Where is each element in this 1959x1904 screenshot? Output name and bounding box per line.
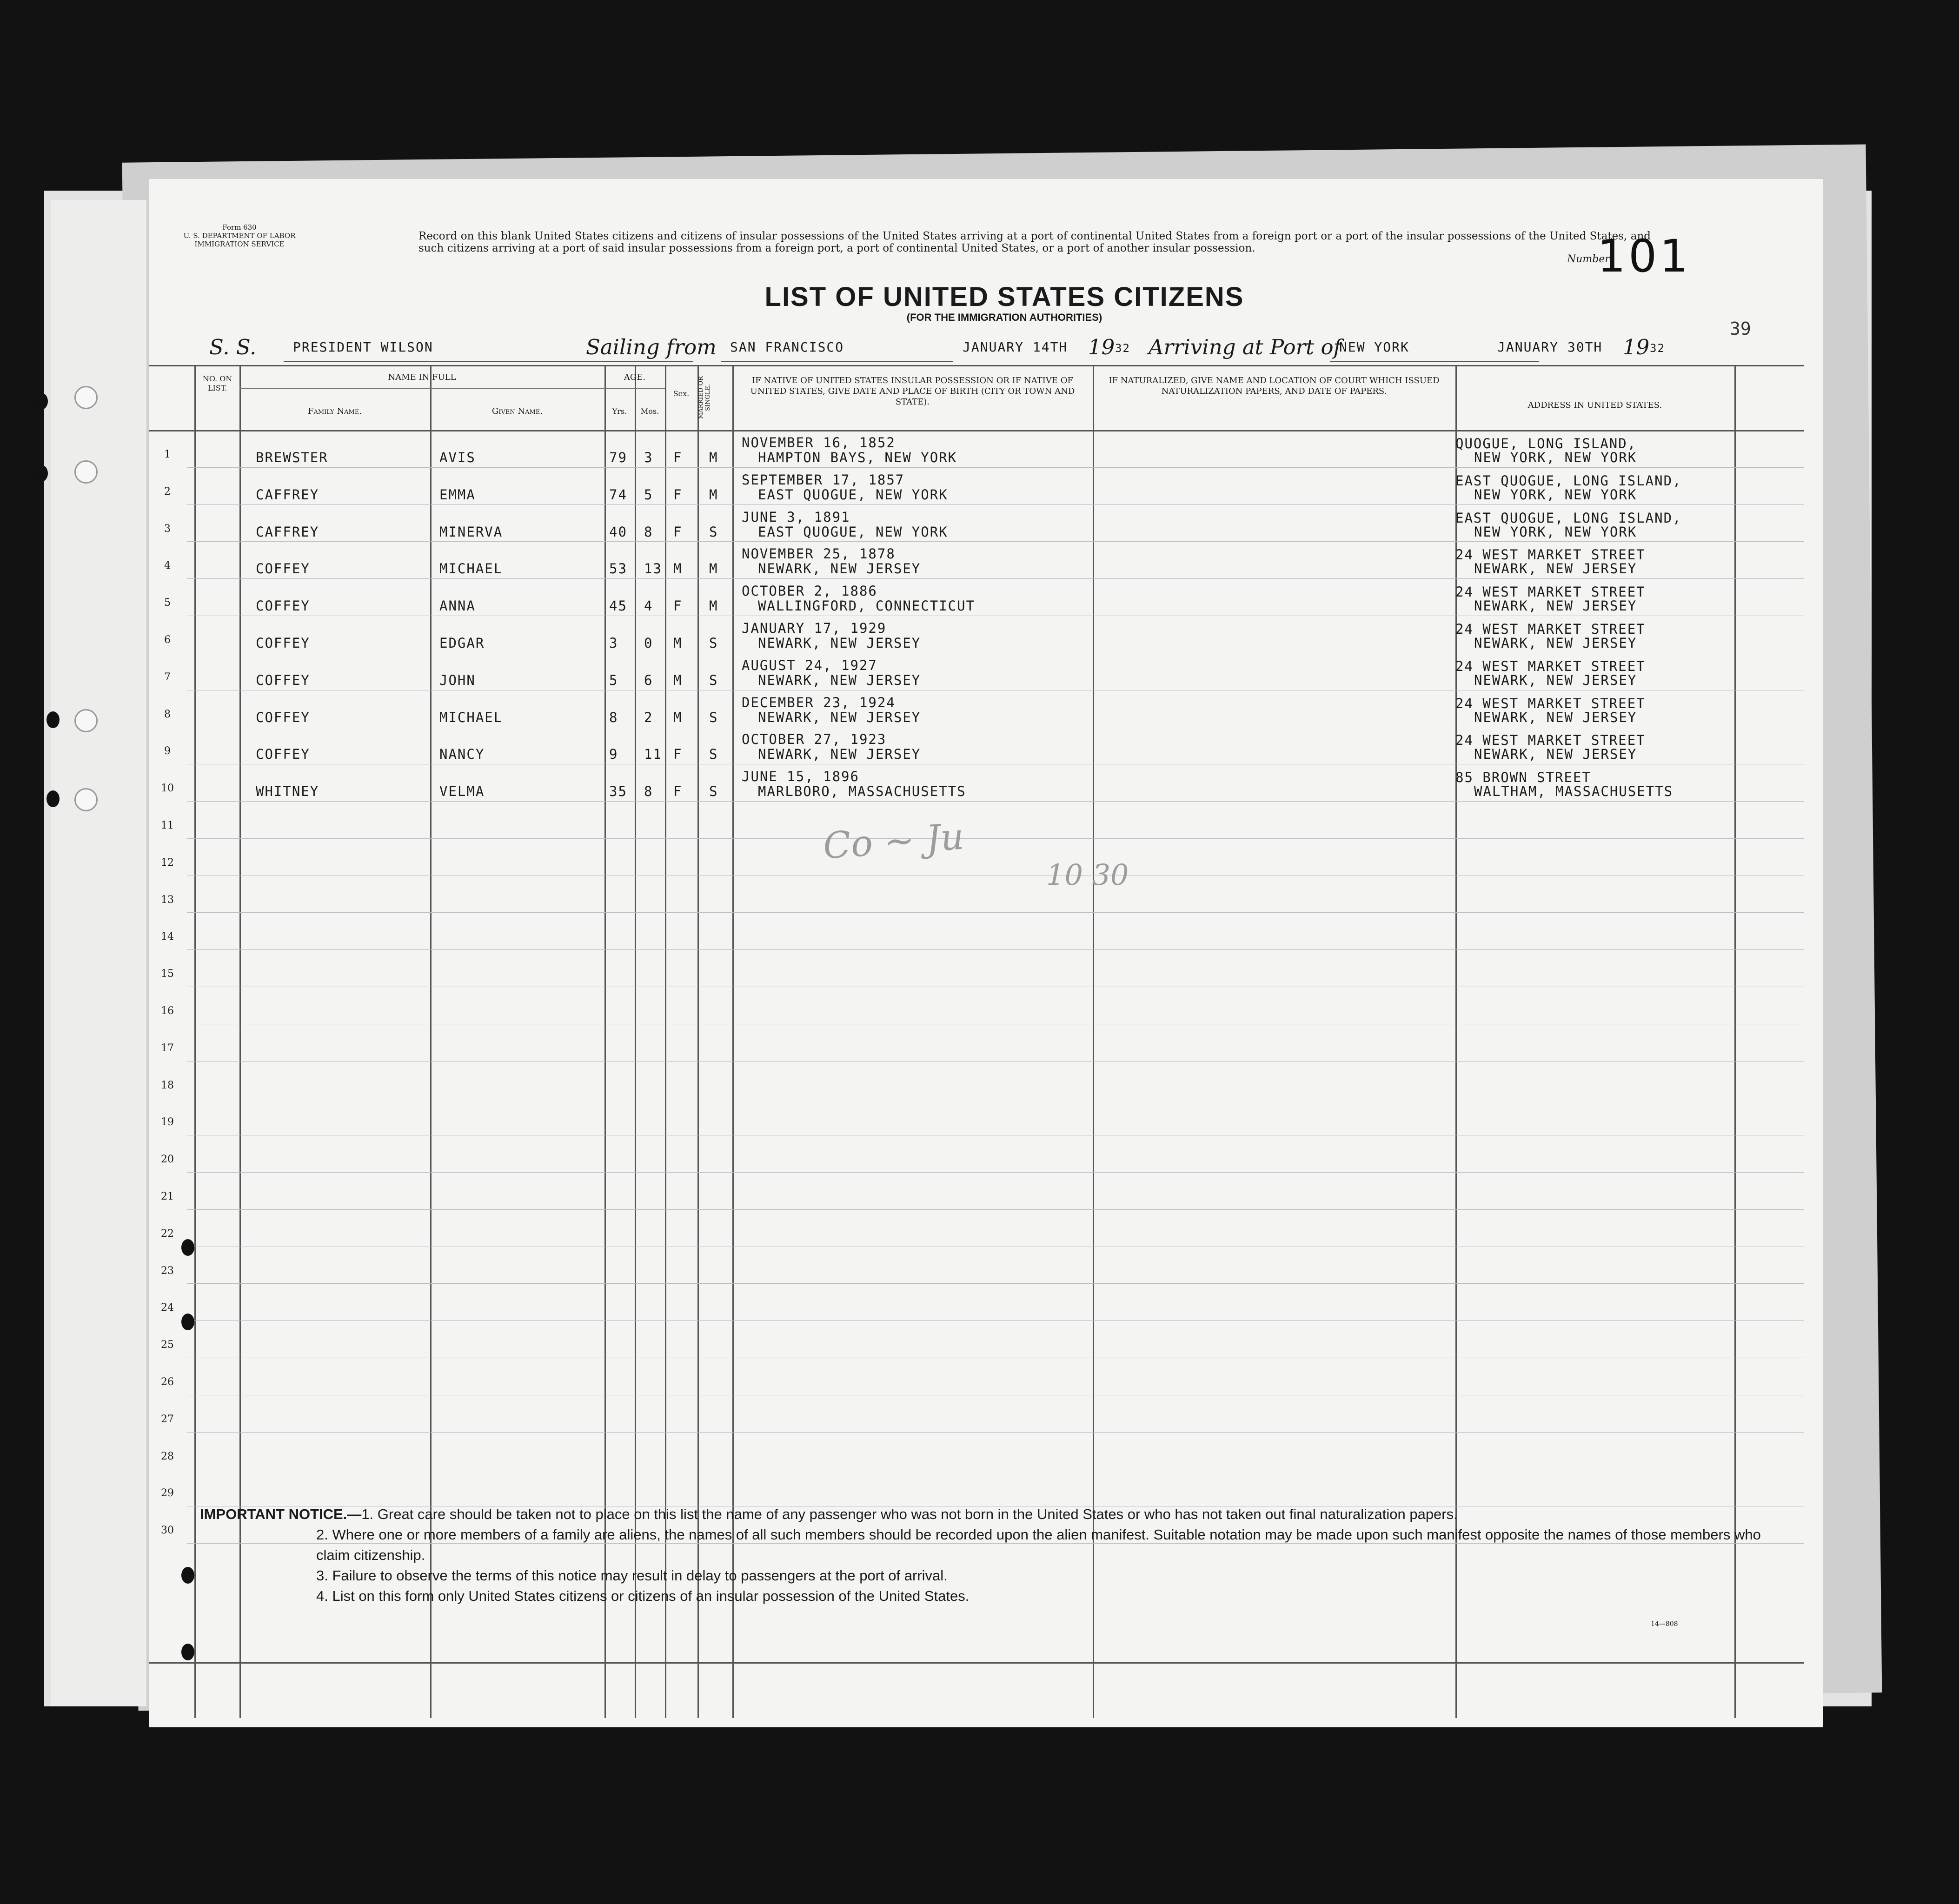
birth-place: EAST QUOGUE, NEW YORK	[758, 524, 948, 540]
sex: M	[673, 635, 683, 651]
row-rule	[187, 1432, 1804, 1433]
age-months: 11	[644, 746, 662, 763]
notice-item-1: 1. Great care should be taken not to place on this list the name of any passenger who was not born in the United States or who has not taken out final naturalization papers.	[361, 1506, 1458, 1522]
arriving-label: Arriving at Port of	[1149, 335, 1341, 359]
age-years: 5	[609, 672, 618, 688]
row-number: 30	[161, 1525, 174, 1537]
row-rule	[187, 541, 1804, 542]
ss-label: S. S.	[209, 335, 257, 359]
header-months: Mos.	[640, 407, 659, 416]
row-number: 28	[161, 1450, 174, 1462]
header-given-name: Given Name.	[491, 406, 543, 416]
form-code: 14—808	[1651, 1620, 1678, 1628]
arrival-port: NEW YORK	[1339, 339, 1409, 355]
birth-place: NEWARK, NEW JERSEY	[758, 561, 921, 577]
row-rule	[187, 838, 1804, 839]
marital-status: M	[709, 486, 718, 503]
row-number: 24	[161, 1302, 174, 1314]
address-line-1: EAST QUOGUE, LONG ISLAND,	[1455, 510, 1682, 526]
header-age: AGE.	[624, 372, 646, 382]
age-years: 8	[609, 709, 618, 725]
header-family-name: Family Name.	[307, 406, 362, 416]
arrival-date: JANUARY 30TH	[1497, 339, 1603, 355]
list-number-label: Number	[1567, 253, 1610, 265]
department-name: U. S. DEPARTMENT OF LABOR	[183, 232, 296, 240]
age-months: 6	[644, 672, 653, 688]
given-name: VELMA	[439, 783, 485, 800]
given-name: JOHN	[439, 672, 476, 688]
address-line-1: 24 WEST MARKET STREET	[1455, 621, 1646, 637]
address-line-2: NEWARK, NEW JERSEY	[1474, 598, 1637, 614]
address-line-1: 24 WEST MARKET STREET	[1455, 547, 1646, 563]
service-name: IMMIGRATION SERVICE	[194, 240, 285, 248]
punch-hole	[35, 465, 48, 482]
family-name: COFFEY	[256, 598, 310, 614]
sex: M	[673, 709, 683, 725]
birth-date: JANUARY 17, 1929	[742, 620, 887, 636]
address-line-2: NEWARK, NEW JERSEY	[1474, 672, 1637, 688]
binder-ring	[74, 460, 98, 484]
row-number: 18	[161, 1079, 174, 1091]
family-name: COFFEY	[256, 561, 310, 577]
row-number: 25	[161, 1339, 174, 1351]
age-years: 79	[609, 450, 627, 465]
address-line-1: QUOGUE, LONG ISLAND,	[1455, 436, 1637, 451]
row-rule	[187, 1320, 1804, 1321]
punch-hole	[46, 711, 60, 728]
year-prefix: 19	[1088, 335, 1115, 359]
row-rule	[187, 504, 1804, 505]
port-fill-line	[721, 360, 953, 362]
birth-date: SEPTEMBER 17, 1857	[742, 471, 905, 488]
address-line-2: NEWARK, NEW JERSEY	[1474, 635, 1637, 651]
header-age-subrule	[604, 388, 665, 389]
age-months: 4	[644, 598, 653, 614]
marital-status: M	[709, 450, 718, 465]
notice-label: IMPORTANT NOTICE.—	[200, 1506, 362, 1522]
age-months: 8	[644, 524, 653, 540]
header-sex: Sex.	[673, 389, 690, 398]
birth-date: OCTOBER 27, 1923	[742, 731, 887, 748]
row-number: 17	[161, 1042, 174, 1054]
punch-hole	[46, 790, 60, 807]
row-number: 22	[161, 1227, 174, 1240]
row-number: 23	[161, 1265, 174, 1277]
page-stamp-number: 39	[1730, 318, 1751, 339]
address-line-1: 24 WEST MARKET STREET	[1455, 695, 1646, 711]
address-line-1: 24 WEST MARKET STREET	[1455, 658, 1646, 674]
punch-hole	[181, 1567, 194, 1584]
birth-place: WALLINGFORD, CONNECTICUT	[758, 598, 976, 614]
address-line-1: 24 WEST MARKET STREET	[1455, 732, 1646, 749]
marital-status: S	[709, 672, 718, 688]
address-line-2: NEW YORK, NEW YORK	[1474, 486, 1637, 503]
marital-status: S	[709, 746, 718, 763]
family-name: BREWSTER	[256, 450, 328, 465]
ship-name: PRESIDENT WILSON	[293, 339, 433, 355]
given-name: MINERVA	[439, 524, 503, 540]
header-address: ADDRESS IN UNITED STATES.	[1527, 400, 1662, 410]
sex: F	[673, 524, 683, 540]
age-months: 13	[644, 561, 662, 577]
page-subtitle: (FOR THE IMMIGRATION AUTHORITIES)	[906, 312, 1102, 323]
family-name: CAFFREY	[256, 486, 319, 503]
row-number: 13	[161, 894, 174, 906]
marital-status: S	[709, 524, 718, 540]
header-naturalized: IF NATURALIZED, GIVE NAME AND LOCATION OF COURT WHICH ISSUED NATURALIZATION PAPERS, AND DATE OF PAPERS.	[1109, 376, 1440, 396]
row-rule	[187, 1209, 1804, 1210]
sex: F	[673, 450, 683, 465]
row-number: 11	[161, 820, 174, 831]
handwritten-time: 10 30	[1046, 858, 1129, 892]
punch-hole	[181, 1644, 194, 1660]
departure-date: JANUARY 14TH	[963, 339, 1068, 355]
given-name: ANNA	[439, 598, 476, 614]
arrival-year-prefix: 19	[1623, 335, 1650, 359]
header-bottom-rule	[149, 430, 1804, 431]
age-years: 3	[609, 635, 618, 651]
record-instructions: Record on this blank United States citizens and citizens of insular possessions of the United States arriving at a port of continental United States from a foreign port or a port of the insular possessions of the United States, and such citizens arriving at a port of said insular possessions from a foreign port, a port of continental United States, or a port of another insular possession.	[418, 230, 1651, 254]
notice-item-4: 4. List on this form only United States citizens or citizens of an insular possession of the United States.	[316, 1588, 970, 1604]
row-number: 12	[161, 856, 174, 869]
address-line-1: 24 WEST MARKET STREET	[1455, 584, 1646, 600]
row-number: 6	[164, 634, 171, 646]
sex: F	[673, 746, 683, 763]
handwritten-annotation: Co ∼ Ju	[822, 816, 965, 868]
sailing-from-label: Sailing from	[586, 335, 717, 359]
punch-hole	[181, 1314, 194, 1330]
age-months: 3	[644, 450, 653, 465]
birth-date: NOVEMBER 16, 1852	[742, 435, 896, 451]
binder-margin	[51, 200, 146, 1706]
age-years: 40	[609, 524, 627, 540]
age-years: 45	[609, 598, 627, 614]
birth-date: DECEMBER 23, 1924	[742, 694, 896, 710]
row-number: 26	[161, 1376, 174, 1388]
row-rule	[187, 801, 1804, 802]
arrival-year: 32	[1650, 342, 1665, 355]
row-number: 15	[161, 968, 174, 980]
arrival-port-fill-line	[1330, 360, 1539, 362]
departure-port: SAN FRANCISCO	[730, 339, 844, 355]
address-line-2: NEW YORK, NEW YORK	[1474, 450, 1637, 465]
address-line-2: NEWARK, NEW JERSEY	[1474, 709, 1637, 725]
table-bottom-rule	[149, 1662, 1804, 1664]
row-number: 5	[164, 597, 171, 609]
page-title: LIST OF UNITED STATES CITIZENS	[764, 282, 1244, 312]
binder-ring	[74, 788, 98, 811]
row-number: 27	[161, 1413, 174, 1425]
marital-status: M	[709, 598, 718, 614]
header-married-single: MARRIED OR SINGLE.	[697, 376, 711, 419]
age-months: 0	[644, 635, 653, 651]
given-name: NANCY	[439, 746, 485, 763]
row-number: 10	[161, 783, 174, 795]
birth-place: NEWARK, NEW JERSEY	[758, 672, 921, 688]
header-birth: IF NATIVE OF UNITED STATES INSULAR POSSESSION OR IF NATIVE OF UNITED STATES, GIVE DATE AND PLACE OF BIRTH (CITY OR TOWN AND STATE).	[750, 376, 1075, 407]
col-rule	[194, 365, 196, 1718]
family-name: COFFEY	[256, 672, 310, 688]
family-name: CAFFREY	[256, 524, 319, 540]
birth-date: JUNE 15, 1896	[742, 769, 859, 785]
row-number: 8	[164, 708, 171, 720]
header-no-on-list: NO. ON LIST.	[202, 374, 232, 392]
birth-place: NEWARK, NEW JERSEY	[758, 635, 921, 651]
row-number: 16	[161, 1005, 174, 1017]
address-line-1: EAST QUOGUE, LONG ISLAND,	[1455, 472, 1682, 489]
given-name: EMMA	[439, 486, 476, 503]
departure-year: 32	[1115, 342, 1130, 355]
binder-ring	[74, 386, 98, 409]
birth-place: MARLBORO, MASSACHUSETTS	[758, 783, 966, 800]
age-years: 35	[609, 783, 627, 800]
row-rule	[187, 578, 1804, 579]
punch-hole	[181, 1239, 194, 1256]
age-years: 9	[609, 746, 618, 763]
family-name: COFFEY	[256, 709, 310, 725]
list-number-value: 101	[1597, 230, 1691, 282]
age-months: 2	[644, 709, 653, 725]
notice-item-2: 2. Where one or more members of a family are aliens, the names of all such members should be recorded upon the alien manifest. Suitable notation may be made upon such manifest opposite the names of those members who claim citizenship.	[316, 1526, 1761, 1563]
row-rule	[187, 1283, 1804, 1284]
row-rule	[187, 467, 1804, 468]
row-rule	[187, 949, 1804, 950]
sex: F	[673, 783, 683, 800]
given-name: MICHAEL	[439, 561, 503, 577]
age-years: 53	[609, 561, 627, 577]
form-number: Form 630	[222, 223, 257, 232]
sex: M	[673, 561, 683, 577]
age-months: 8	[644, 783, 653, 800]
binder-ring	[74, 709, 98, 732]
row-number: 3	[164, 523, 171, 535]
given-name: MICHAEL	[439, 709, 503, 725]
row-number: 9	[164, 745, 171, 757]
birth-place: NEWARK, NEW JERSEY	[758, 709, 921, 725]
family-name: WHITNEY	[256, 783, 319, 800]
birth-date: JUNE 3, 1891	[742, 509, 850, 525]
important-notice	[200, 1504, 1781, 1606]
ship-fill-line	[284, 360, 693, 362]
birth-date: OCTOBER 2, 1886	[742, 583, 877, 599]
header-name-in-full: NAME IN FULL	[388, 372, 456, 382]
table-top-rule	[149, 365, 1804, 366]
birth-place: EAST QUOGUE, NEW YORK	[758, 486, 948, 503]
sex: F	[673, 598, 683, 614]
punch-hole	[35, 393, 48, 410]
form-identifier	[177, 223, 302, 248]
header-subrule	[239, 388, 604, 389]
row-number: 20	[161, 1154, 174, 1166]
row-number: 19	[161, 1116, 174, 1128]
family-name: COFFEY	[256, 635, 310, 651]
marital-status: S	[709, 635, 718, 651]
birth-date: AUGUST 24, 1927	[742, 657, 877, 673]
notice-item-3: 3. Failure to observe the terms of this notice may result in delay to passengers at the port of arrival.	[316, 1567, 948, 1584]
address-line-1: 85 BROWN STREET	[1455, 770, 1591, 786]
row-number: 7	[164, 671, 171, 683]
marital-status: S	[709, 709, 718, 725]
given-name: AVIS	[439, 450, 476, 465]
sex: F	[673, 486, 683, 503]
row-rule	[187, 912, 1804, 913]
row-number: 2	[164, 485, 171, 498]
birth-date: NOVEMBER 25, 1878	[742, 546, 896, 562]
manifest-page	[149, 179, 1823, 1727]
age-months: 5	[644, 486, 653, 503]
row-number: 1	[164, 449, 171, 460]
address-line-2: NEWARK, NEW JERSEY	[1474, 561, 1637, 577]
birth-place: NEWARK, NEW JERSEY	[758, 746, 921, 763]
address-line-2: NEWARK, NEW JERSEY	[1474, 746, 1637, 763]
row-number: 29	[161, 1487, 174, 1499]
row-number: 14	[161, 931, 174, 943]
marital-status: S	[709, 783, 718, 800]
row-number: 21	[161, 1191, 174, 1202]
birth-place: HAMPTON BAYS, NEW YORK	[758, 450, 957, 465]
marital-status: M	[709, 561, 718, 577]
row-rule	[187, 1172, 1804, 1173]
address-line-2: NEW YORK, NEW YORK	[1474, 524, 1637, 540]
age-years: 74	[609, 486, 627, 503]
header-years: Yrs.	[612, 407, 627, 416]
address-line-2: WALTHAM, MASSACHUSETTS	[1474, 783, 1673, 800]
given-name: EDGAR	[439, 635, 485, 651]
family-name: COFFEY	[256, 746, 310, 763]
sex: M	[673, 672, 683, 688]
row-number: 4	[164, 560, 171, 572]
